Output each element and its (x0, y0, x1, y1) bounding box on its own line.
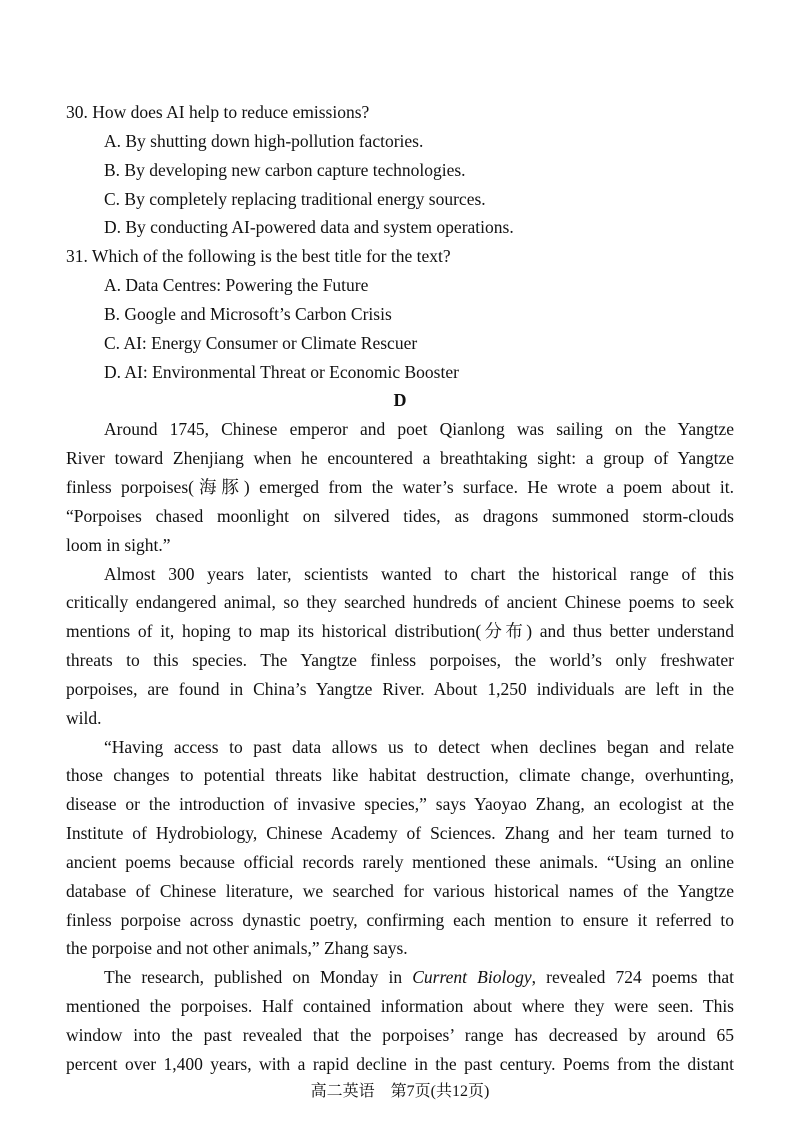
paragraph (66, 415, 734, 559)
question-stem: 30. How does AI help to reduce emissions? (66, 102, 370, 122)
paragraph-line: those changes to potential threats like habitat destruction, climate change, overhunting, (66, 765, 734, 786)
answer-option: C. AI: Energy Consumer or Climate Rescuer (104, 332, 418, 353)
answer-option: B. Google and Microsoft’s Carbon Crisis (104, 303, 392, 324)
paragraph-line: Almost 300 years later, scientists wanted to chart the historical range of this (104, 563, 734, 584)
text: The research, published on Monday in (104, 967, 413, 988)
paragraph-line: database of Chinese literature, we searched for various historical names of the Yangtze (66, 880, 734, 901)
paragraph-line: Institute of Hydrobiology, Chinese Academy of Sciences. Zhang and her team turned to (66, 823, 734, 844)
answer-option: D. AI: Environmental Threat or Economic Booster (104, 361, 459, 382)
paragraph-line: Around 1745, Chinese emperor and poet Qianlong was sailing on the Yangtze (104, 419, 734, 440)
section-heading: D (393, 390, 407, 411)
answer-option: A. Data Centres: Powering the Future (104, 275, 369, 296)
paragraph-line: wild. (66, 707, 102, 728)
page-footer: 高二英语 第7页(共12页) (310, 1083, 490, 1100)
paragraph-line: finless porpoise across dynastic poetry, confirming each mention to ensure it referred to (66, 909, 734, 930)
paragraph-line (66, 963, 734, 992)
paragraph-line: “Porpoises chased moonlight on silvered tides, as dragons summoned storm-clouds (66, 505, 734, 526)
paragraph-line: critically endangered animal, so they searched hundreds of ancient Chinese poems to seek (66, 592, 734, 613)
paragraph-line: threats to this species. The Yangtze finless porpoises, the world’s only freshwater (66, 650, 734, 671)
exam-page (66, 98, 734, 1079)
answer-option: C. By completely replacing traditional energy sources. (104, 188, 486, 209)
paragraph-line: River toward Zhenjiang when he encountered a breathtaking sight: a group of Yangtze (66, 448, 734, 469)
paragraph-line: percent over 1,400 years, with a rapid decline in the past century. Poems from the distant (66, 1053, 734, 1074)
paragraph-line: disease or the introduction of invasive species,” says Yaoyao Zhang, an ecologist at the (66, 794, 734, 815)
paragraph (66, 963, 734, 1078)
questions (66, 98, 734, 386)
question-stem: 31. Which of the following is the best title for the text? (66, 246, 451, 267)
paragraph (66, 733, 734, 964)
paragraph-line: ancient poems because official records rarely mentioned these animals. “Using an online (66, 851, 734, 872)
answer-option: A. By shutting down high-pollution factories. (104, 130, 424, 151)
paragraph-line: the porpoise and not other animals,” Zhang says. (66, 938, 408, 959)
answer-option: D. By conducting AI-powered data and system operations. (104, 217, 514, 238)
passage (66, 415, 734, 963)
journal-title: Current Biology (412, 967, 532, 988)
paragraph-line: “Having access to past data allows us to detect when declines began and relate (104, 736, 734, 757)
paragraph-line: mentioned the porpoises. Half contained information about where they were seen. This (66, 996, 734, 1017)
paragraph-line: window into the past revealed that the porpoises’ range has decreased by around 65 (66, 1025, 734, 1045)
paragraph-line: loom in sight.” (66, 534, 171, 555)
text: , revealed 724 poems that (531, 967, 734, 988)
paragraph-line: mentions of it, hoping to map its historical distribution(分布) and thus better understand (66, 621, 734, 642)
paragraph (66, 560, 734, 733)
paragraph-line: porpoises, are found in China’s Yangtze River. About 1,250 individuals are left in the (66, 678, 734, 699)
answer-option: B. By developing new carbon capture technologies. (104, 159, 466, 180)
paragraph-line: finless porpoises(海豚) emerged from the water’s surface. He wrote a poem about it. (66, 476, 734, 497)
